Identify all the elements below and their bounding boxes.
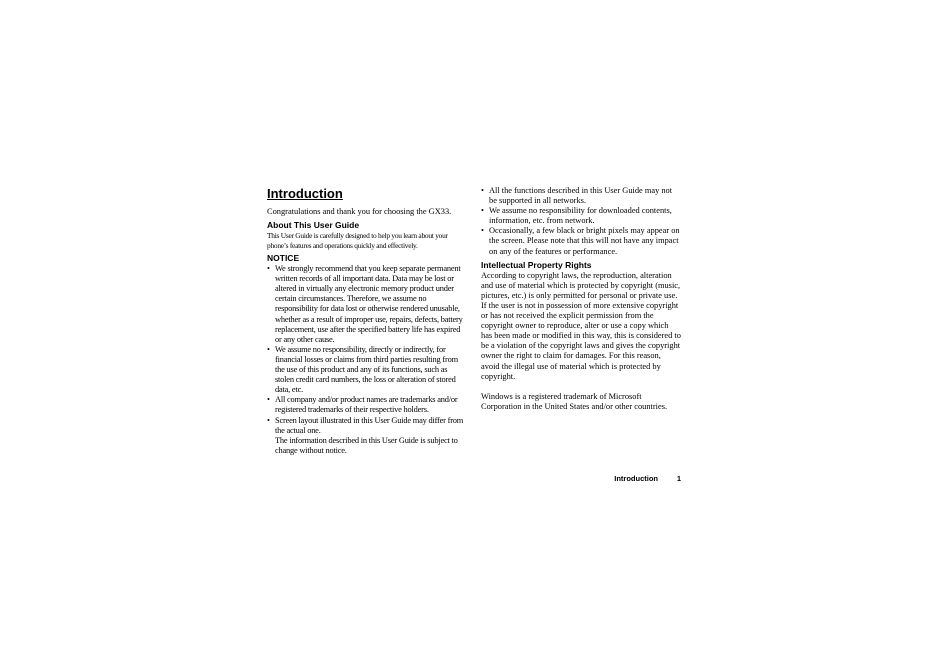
list-item-text: We assume no responsibility, directly or indirectly, for financial losses or claims from third parties resulting from the use of this product and any of its functions, such as stolen credit card numbers, the loss or alteration of stored data, etc. — [275, 344, 458, 395]
list-item-text: We strongly recommend that you keep separate permanent written records of all important data. Data may be lost or altered in virtually any electronic memory product under certain circumstances. Therefore, we assume no responsibility for data lost or otherwise rendered unusable, whether as a result of improper use, repairs, defects, battery replacement, use after the specified battery life has expired or any other cause. — [275, 264, 463, 344]
bullet-icon: • — [267, 344, 270, 354]
page-title: Introduction — [267, 186, 343, 201]
list-item-text: All company and/or product names are trademarks and/or registered trademarks of their respective holders. — [275, 395, 458, 415]
notice-heading: NOTICE — [267, 253, 300, 264]
footer-section-title: Introduction — [614, 474, 658, 483]
bullet-icon: • — [267, 264, 270, 274]
list-item — [267, 416, 465, 456]
notice-list-continued — [481, 186, 681, 257]
list-item-extra-text: The information described in this User Guide is subject to change without notice. — [275, 435, 458, 455]
list-item-text: All the functions described in this User Guide may not be supported in all networks. — [489, 186, 673, 206]
bullet-icon: • — [481, 186, 484, 195]
list-item — [481, 226, 681, 256]
list-item-text: Screen layout illustrated in this User Guide may differ from the actual one. — [275, 415, 464, 435]
page-number: 1 — [676, 474, 681, 483]
about-heading: About This User Guide — [267, 220, 360, 231]
list-item-text: We assume no responsibility for downloaded contents, information, etc. from network. — [489, 206, 672, 226]
bullet-icon: • — [481, 206, 484, 216]
left-column — [267, 185, 465, 456]
trademark-text: Windows is a registered trademark of Microsoft Corporation in the United States and/or other countries. — [481, 391, 668, 411]
notice-list — [267, 264, 465, 456]
bullet-icon: • — [267, 395, 270, 405]
about-text: This User Guide is carefully designed to help you learn about your phone’s features and operations quickly and effectively. — [267, 231, 448, 251]
bullet-icon: • — [481, 226, 484, 236]
list-item — [267, 264, 465, 345]
list-item — [481, 186, 681, 206]
intro-text: Congratulations and thank you for choosing the GX33. — [267, 207, 452, 216]
right-column — [481, 186, 681, 412]
page-footer — [560, 474, 681, 486]
ipr-heading: Intellectual Property Rights — [481, 259, 592, 270]
list-item — [481, 206, 681, 226]
list-item-text: Occasionally, a few black or bright pixels may appear on the screen. Please note that this will not have any impact on any of the features or performance. — [489, 226, 680, 256]
list-item — [267, 395, 465, 415]
bullet-icon: • — [267, 415, 270, 425]
list-item — [267, 345, 465, 395]
ipr-text: According to copyright laws, the reproduction, alteration and use of material which is protected by copyright (music, pictures, etc.) is only permitted for personal or private use. If the user is not in possession of more extensive copyright or has not received the explicit permission from the copyright owner to reproduce, alter or use a copy which has been made or modified in this way, this is considered to be a violation of the copyright laws and gives the copyright owner the right to claim for damages. For this reason, avoid the illegal use of material which is protected by copyright. — [481, 270, 681, 381]
